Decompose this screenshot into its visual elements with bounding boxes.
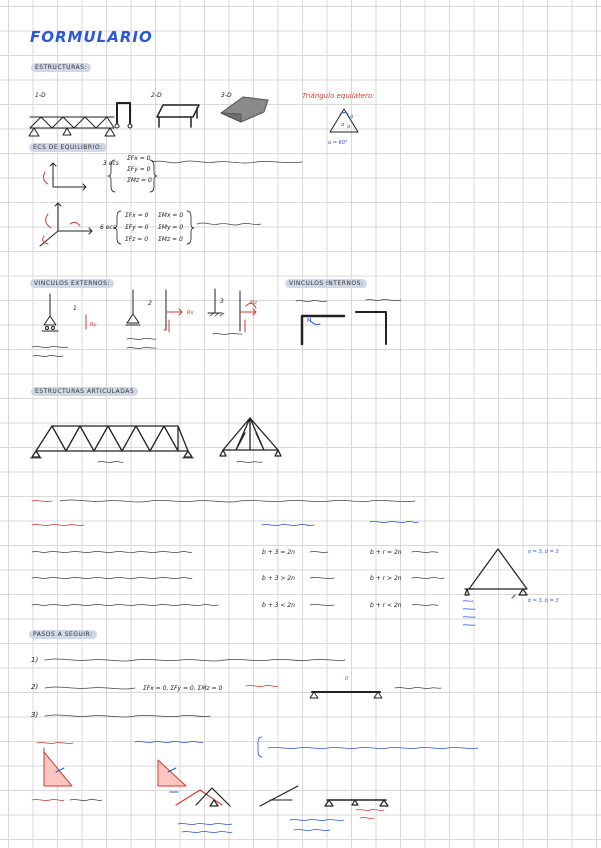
- force-triangle-1: [44, 748, 72, 786]
- truss-1d-drawing: [29, 117, 115, 136]
- triangle-label: Triángulo equilátero:: [302, 92, 375, 100]
- link-1-support: [42, 294, 86, 331]
- eq6-mx: ΣMx = 0: [158, 212, 184, 219]
- eq3-fy: ΣFy = 0: [127, 166, 151, 173]
- eq3-mz: ΣMz = 0: [127, 177, 152, 184]
- truss-articulated-drawing: [30, 426, 194, 458]
- eq3-fx: ΣFx = 0: [127, 155, 151, 162]
- formula-b3-lt: b + 3 < 2n: [262, 602, 295, 609]
- svg-text:α: α: [347, 124, 351, 130]
- link-2-support: [126, 290, 182, 332]
- eq6-fz: ΣFz = 0: [125, 236, 149, 243]
- internal-m: M: [307, 318, 312, 324]
- formula-br-eq: b + r = 2n: [370, 549, 402, 556]
- link-rx: Rx: [187, 310, 194, 316]
- special-case-drawings: [176, 786, 388, 806]
- label-3-ecs: 3 ecs: [103, 160, 119, 167]
- link-mz: Mz: [250, 300, 257, 306]
- page-title: FORMULARIO: [30, 28, 153, 46]
- svg-text:α: α: [341, 122, 345, 128]
- step-3-number: 3): [31, 711, 39, 719]
- block-3d-drawing: [221, 97, 268, 122]
- roof-truss-drawing: [220, 418, 281, 456]
- eq6-mz: ΣMz = 0: [158, 236, 183, 243]
- equilateral-triangle-drawing: [330, 109, 358, 132]
- step-2-beam-zero: 0: [345, 676, 349, 682]
- section-estructuras: ESTRUCTURAS:: [31, 63, 91, 72]
- link-3-support: [208, 289, 256, 332]
- link-2-num: 2: [148, 300, 152, 307]
- frame-2d-drawing: [115, 103, 132, 128]
- axes-3d-drawing: [40, 203, 92, 246]
- label-6-ecs: 6 ecs: [100, 224, 116, 231]
- label-2d: 2-D: [151, 92, 162, 99]
- section-vinculos-internos: VINCULOS INTERNOS:: [285, 279, 367, 288]
- internal-hinged-node: [356, 312, 386, 344]
- label-3d: 3-D: [221, 92, 232, 99]
- step-2-number: 2): [31, 683, 39, 691]
- link-ry: Ry: [90, 322, 97, 328]
- force-triangle-2: [158, 760, 186, 792]
- beam-special-case-drawing: [310, 692, 382, 698]
- axes-2d-drawing: [44, 163, 86, 190]
- formula-br-lt: b + r < 2n: [370, 602, 402, 609]
- svg-text:α: α: [350, 114, 354, 120]
- formula-b3-eq: b + 3 = 2n: [262, 549, 295, 556]
- table-2d-drawing: [157, 105, 199, 127]
- section-pasos: PASOS A SEGUIR:: [29, 630, 97, 639]
- formula-triangle-2: b = 3, b = 3: [528, 598, 559, 604]
- triangle-angle: α = 60°: [328, 140, 348, 146]
- step-1-number: 1): [31, 656, 39, 664]
- label-1d: 1-D: [35, 92, 46, 99]
- section-estructuras-articuladas: ESTRUCTURAS ARTICULADAS: [31, 387, 138, 396]
- step-2-equations: ΣFx = 0, ΣFy = 0, ΣMz = 0: [143, 685, 223, 692]
- section-vinculos-externos: VINCULOS EXTERNOS:: [30, 279, 114, 288]
- formula-b3-gt: b + 3 > 2n: [262, 575, 295, 582]
- link-3-num: 3: [220, 298, 224, 305]
- internal-rigid-node: [302, 316, 344, 344]
- eq6-my: ΣMy = 0: [158, 224, 184, 231]
- formula-br-gt: b + r > 2n: [370, 575, 402, 582]
- link-1-num: 1: [73, 305, 77, 312]
- section-ecs-equilibrio: ECS DE EQUILIBRIO:: [29, 143, 107, 152]
- eq6-fx: ΣFx = 0: [125, 212, 149, 219]
- triangle-truss-drawing: [465, 549, 527, 598]
- formula-triangle: n = 3, b = 3: [528, 549, 559, 555]
- eq6-fy: ΣFy = 0: [125, 224, 149, 231]
